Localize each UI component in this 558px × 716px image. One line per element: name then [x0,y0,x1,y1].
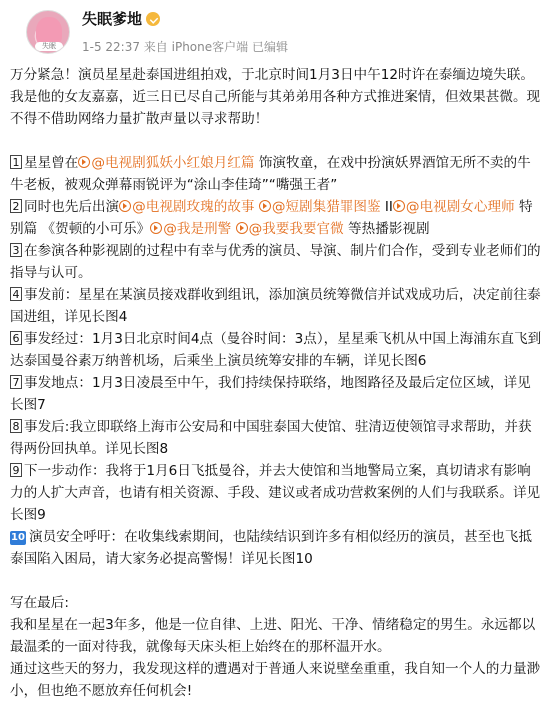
item-text: 等热播影视剧 [343,221,430,237]
list-item [10,240,544,284]
number-box: 9 [10,463,22,477]
weibo-link[interactable] [119,199,254,215]
item-text: 在参演各种影视剧的过程中有幸与优秀的演员、导演、制片们合作，受到专业老师们的指导与认可。 [10,243,541,281]
link-text: @电视剧狐妖小红娘月红篇 [91,155,255,171]
weibo-link[interactable] [150,221,231,237]
item-text: 事发前：星星在某演员接戏群收到组讯，添加演员统筹微信并试戏成功后，决定前往泰国进组，详见长图4 [10,287,541,325]
number-box: 6 [10,331,22,345]
author-name-row [82,8,160,29]
list-item [10,372,544,416]
item-text: 饰演牧童，在戏中扮演妖界酒馆无所不卖的牛牛老板，被观众弹幕雨锐评为“涂山李佳琦”“嘴强王者” [10,155,531,193]
item-text: 下一步动作：我将于1月6日飞抵曼谷，并去大使馆和当地警局立案，真切请求有影响力的人扩大声音，也请有相关资源、手段、建议或者成功营救案例的人们与我联系。详见长图9 [10,463,541,523]
item-text: 事发经过：1月3日北京时间4点（曼谷时间：3点），星星乘飞机从中国上海浦东直飞到达泰国曼谷素万纳普机场，后乘坐上演员统筹安排的车辆，详见长图6 [10,331,542,369]
number-box: 3 [10,243,22,257]
number-box: 4 [10,287,22,301]
link-text: @我要我要官微 [248,221,344,237]
list-item [10,416,544,460]
closing-title: 写在最后: [10,595,69,611]
paragraph: 万分紧急！演员星星赴泰国进组拍戏，于北京时间1月3日中午12时许在泰缅边境失联。 [10,67,534,83]
paragraph: 通过这些天的努力，我发现这样的遭遇对于普通人来说壁垒重重，我自知一个人的力量渺小，但也绝不愿放弃任何机会! [10,661,541,699]
item-text: 演员安全呼吁：在收集线索期间，也陆续结识到许多有相似经历的演员，甚至也飞抵泰国陷入困局，请大家务必提高警惕！详见长图10 [10,529,532,567]
list-item [10,328,544,372]
paragraph: 我是他的女友嘉嘉，近三日已尽自己所能与其弟弟用各种方式推进案情，但效果甚微。现不得不借助网络力量扩散声量以寻求帮助！ [10,89,541,127]
link-text: @短剧集猎罪图鉴 [271,199,381,215]
weibo-link[interactable] [393,199,515,215]
video-icon [78,156,90,168]
link-text: @我是刑警 [163,221,232,237]
avatar[interactable] [26,10,70,54]
list-item [10,526,544,570]
video-icon [150,222,162,234]
paragraph: 我和星星在一起3年多，他是一位自律、上进、阳光、干净、情绪稳定的男生。永远都以最温柔的一面对待我，就像每天床头柜上始终在的那杯温开水。 [10,617,536,655]
vip-badge-icon [146,12,160,26]
list-item [10,460,544,526]
link-text: @电视剧玫瑰的故事 [132,199,255,215]
spacer [10,570,544,592]
keycap-ten-icon: 10 [11,532,25,543]
item-text: 事发地点：1月3日凌晨至中午，我们持续保持联络，地图路径及最后定位区域，详见长图7 [10,375,531,413]
weibo-link[interactable] [78,155,254,171]
spacer [10,130,544,152]
number-box: 2 [10,199,22,213]
author-name[interactable]: 失眠爹地 [82,10,143,28]
item-text: 星星曾在 [24,155,79,171]
number-box: 8 [10,419,22,433]
post-meta: 1-5 22:37 来自 iPhone客户端 已编辑 [82,40,288,54]
post-body [10,64,544,702]
weibo-link[interactable] [236,221,344,237]
video-icon [393,200,405,212]
item-text: II [380,199,393,215]
video-icon [259,200,271,212]
link-text: @电视剧女心理师 [405,199,515,215]
number-box: 7 [10,375,22,389]
number-box: 1 [10,155,22,169]
list-item [10,284,544,328]
weibo-link[interactable] [259,199,381,215]
item-text: 事发后:我立即联络上海市公安局和中国驻泰国大使馆、驻清迈使领馆寻求帮助，并获得两份回执单。详见长图8 [10,419,532,457]
post-header [16,0,542,60]
list-item [10,196,544,240]
list-item [10,152,544,196]
item-text: 同时也先后出演 [24,199,120,215]
avatar-tag: 失眠 [35,42,63,51]
video-icon [236,222,248,234]
item-text: 特别篇 《贺顿的小可乐》 [10,199,533,237]
video-icon [119,200,131,212]
